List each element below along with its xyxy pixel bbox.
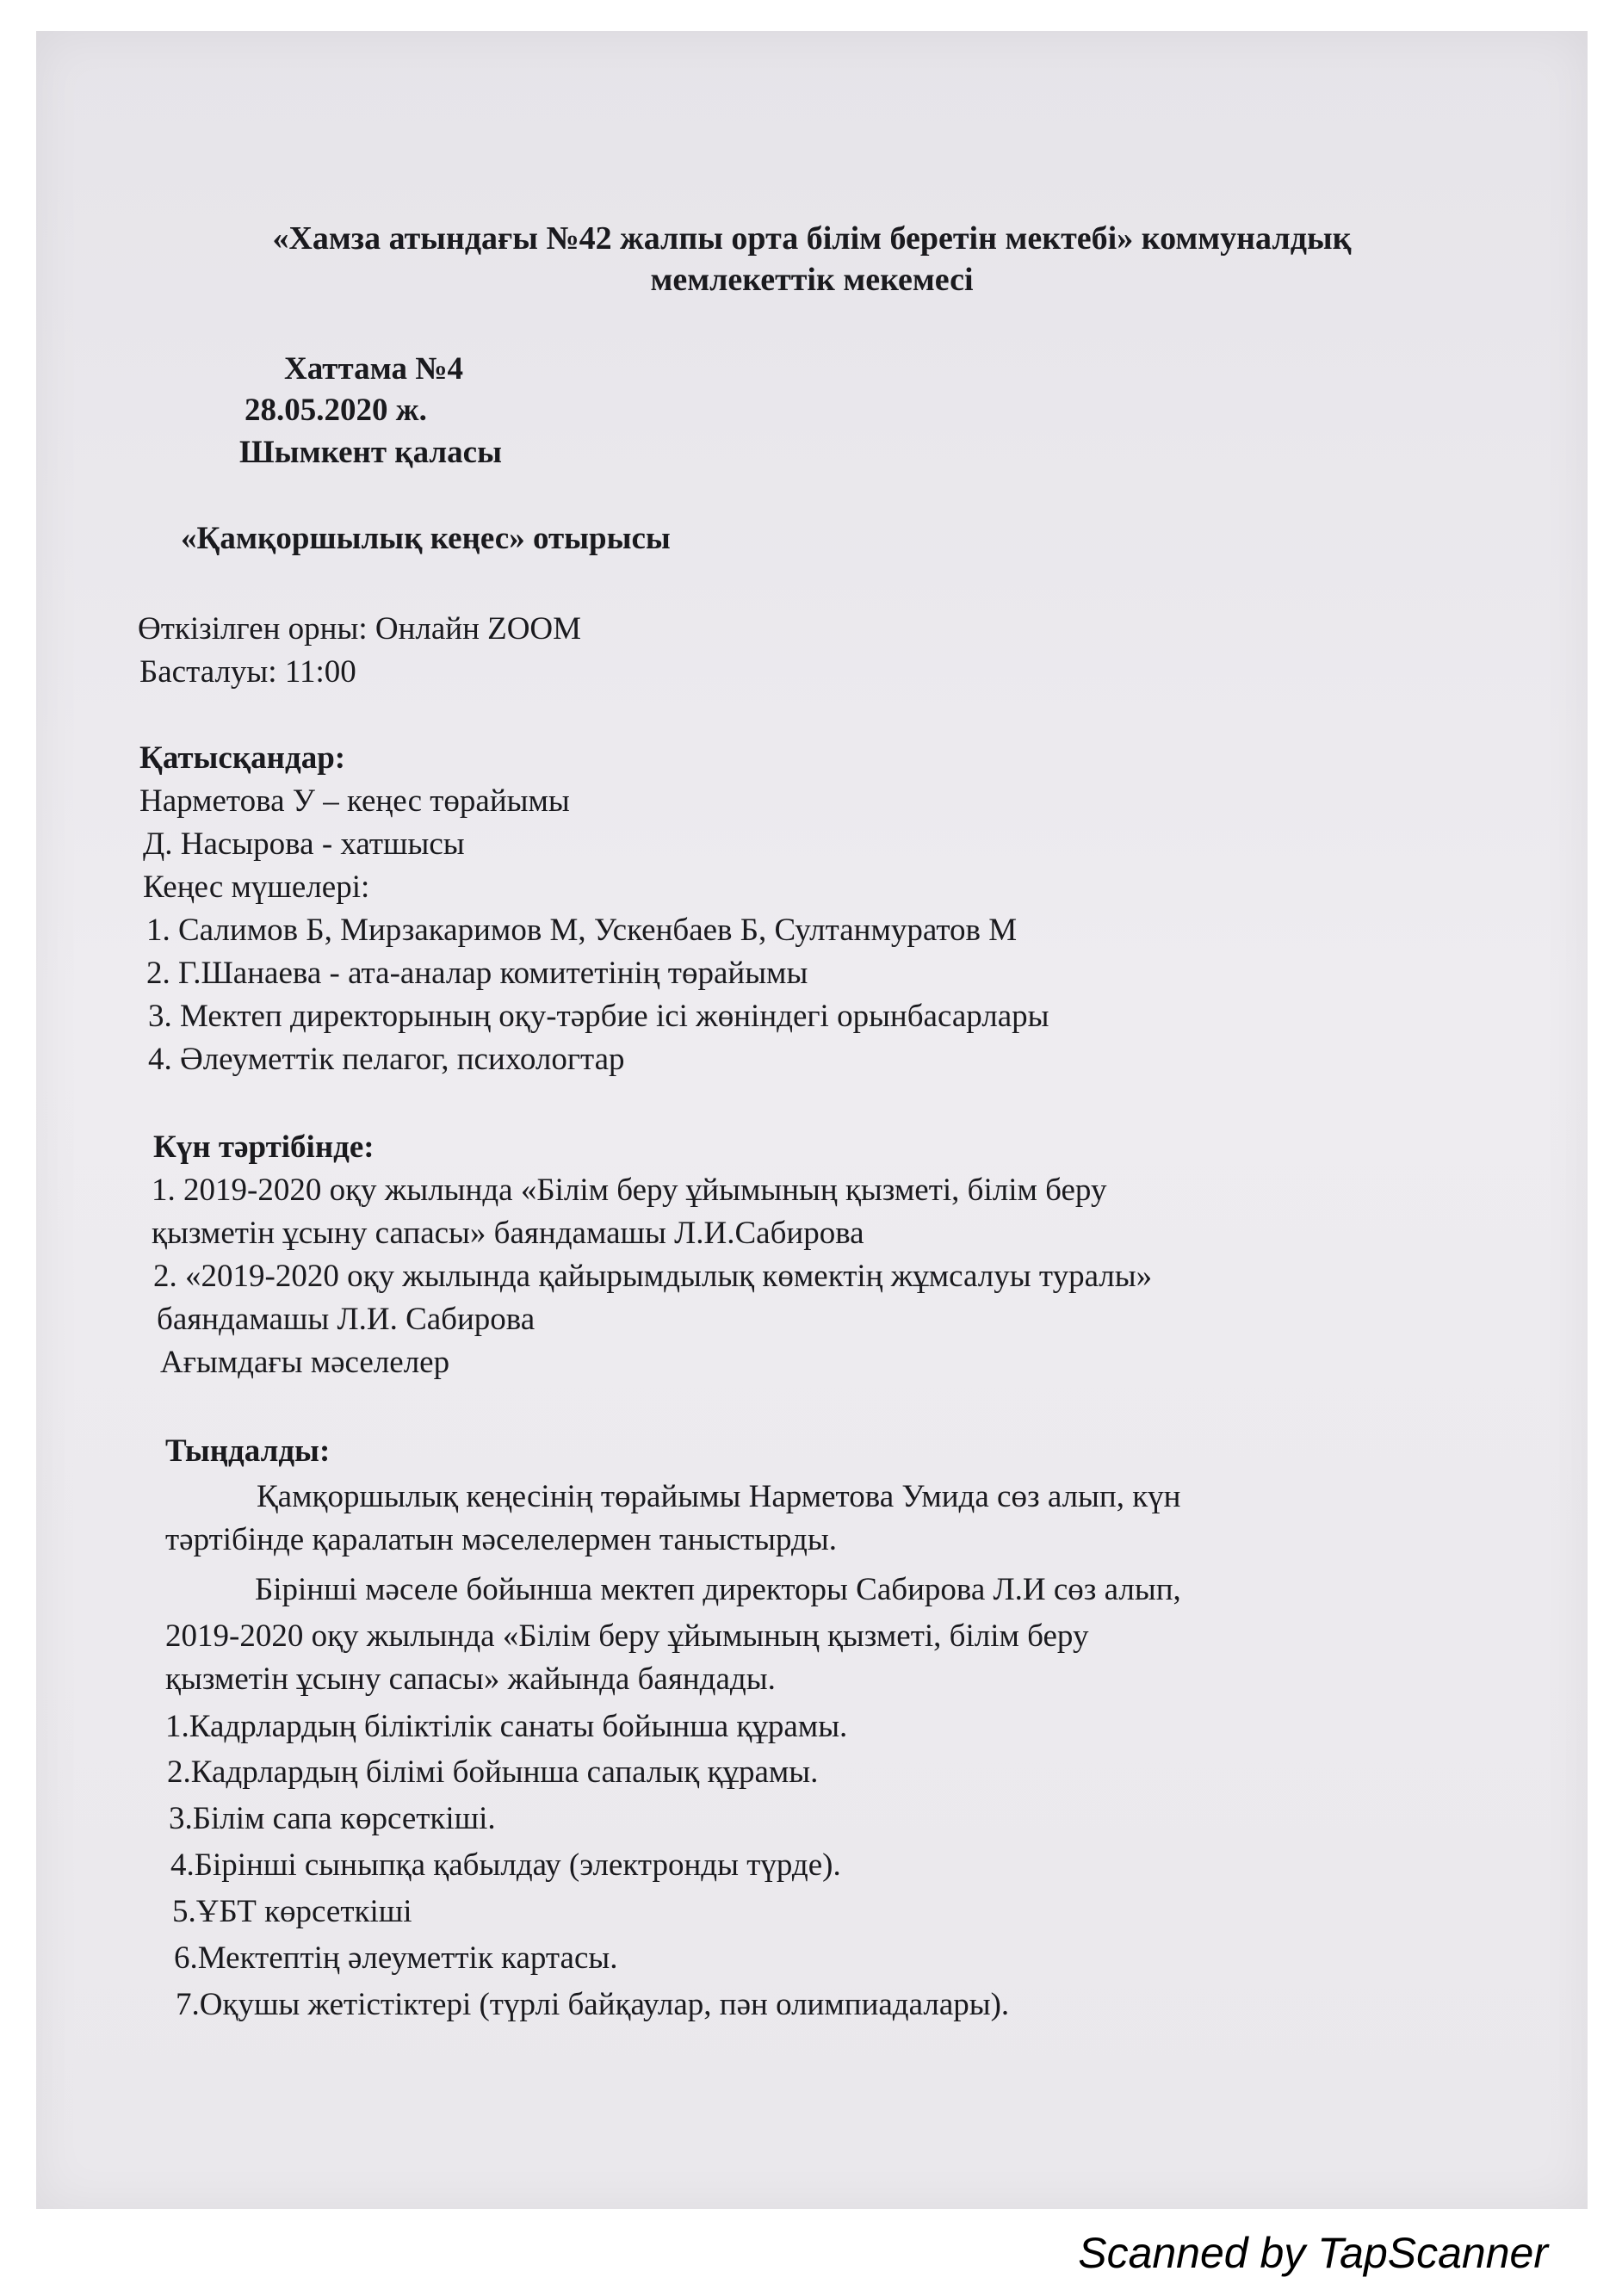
scanner-watermark: Scanned by TapScanner <box>1078 2229 1548 2277</box>
protocol-number: Хаттама №4 <box>284 351 463 387</box>
venue-line: Өткізілген орны: Онлайн ZOOM <box>138 611 582 647</box>
heard-line: Бірінші мәселе бойынша мектеп директоры Сабирова Л.И сөз алып, <box>255 1572 1181 1607</box>
agenda-line: баяндамашы Л.И. Сабирова <box>157 1302 536 1337</box>
agenda-heading: Күн тәртібінде: <box>153 1129 375 1165</box>
heard-line: 5.ҰБТ көрсеткіші <box>172 1894 412 1929</box>
heard-line: 6.Мектептің әлеуметтік картасы. <box>174 1940 618 1976</box>
participant-secretary: Д. Насырова - хатшысы <box>143 826 465 862</box>
participant-chair: Нарметова У – кеңес төрайымы <box>139 783 570 819</box>
agenda-line: Ағымдағы мәселелер <box>160 1345 450 1380</box>
member-line: 3. Мектеп директорының оқу-тәрбие ісі жөніндегі орынбасарлары <box>148 999 1049 1034</box>
heard-line: 4.Бірінші сыныпқа қабылдау (электронды түрде). <box>170 1847 841 1883</box>
heard-line: тәртібінде қаралатын мәселелермен таныстырды. <box>165 1522 837 1557</box>
heard-line: 1.Кадрлардың біліктілік санаты бойынша құрамы. <box>165 1709 848 1744</box>
member-line: 2. Г.Шанаева - ата-аналар комитетінің төрайымы <box>146 956 808 991</box>
org-name-line2: мемлекеттік мекемесі <box>650 262 974 298</box>
scanned-page <box>36 31 1588 2209</box>
members-label: Кеңес мүшелері: <box>143 870 370 905</box>
heard-line: 2.Кадрлардың білімі бойынша сапалық құрамы. <box>167 1754 819 1790</box>
heard-line: Қамқоршылық кеңесінің төрайымы Нарметова Умида сөз алып, күн <box>257 1479 1181 1514</box>
heard-line: 2019-2020 оқу жылында «Білім беру ұйымының қызметі, білім беру <box>165 1618 1089 1654</box>
agenda-line: 1. 2019-2020 оқу жылында «Білім беру ұйымының қызметі, білім беру <box>152 1173 1107 1208</box>
agenda-line: 2. «2019-2020 оқу жылында қайырымдылық көмектің жұмсалуы туралы» <box>153 1259 1153 1294</box>
org-name-line1: «Хамза атындағы №42 жалпы орта білім беретін мектебі» коммуналдық <box>272 220 1352 257</box>
meeting-title: «Қамқоршылық кеңес» отырысы <box>181 521 671 556</box>
member-line: 4. Әлеуметтік пелагог, психологтар <box>148 1042 625 1077</box>
participants-heading: Қатысқандар: <box>139 740 346 776</box>
protocol-date: 28.05.2020 ж. <box>245 393 427 428</box>
start-time-line: Басталуы: 11:00 <box>139 654 356 690</box>
heard-line: қызметін ұсыну сапасы» жайында баяндады. <box>165 1662 776 1697</box>
heard-line: 3.Білім сапа көрсеткіші. <box>169 1801 496 1836</box>
member-line: 1. Салимов Б, Мирзакаримов М, Ускенбаев Б, Султанмуратов М <box>146 913 1018 948</box>
heard-line: 7.Оқушы жетістіктері (түрлі байқаулар, пән олимпиадалары). <box>176 1987 1010 2022</box>
heard-heading: Тыңдалды: <box>165 1433 331 1469</box>
agenda-line: қызметін ұсыну сапасы» баяндамашы Л.И.Сабирова <box>152 1216 864 1251</box>
protocol-city: Шымкент қаласы <box>239 435 502 470</box>
